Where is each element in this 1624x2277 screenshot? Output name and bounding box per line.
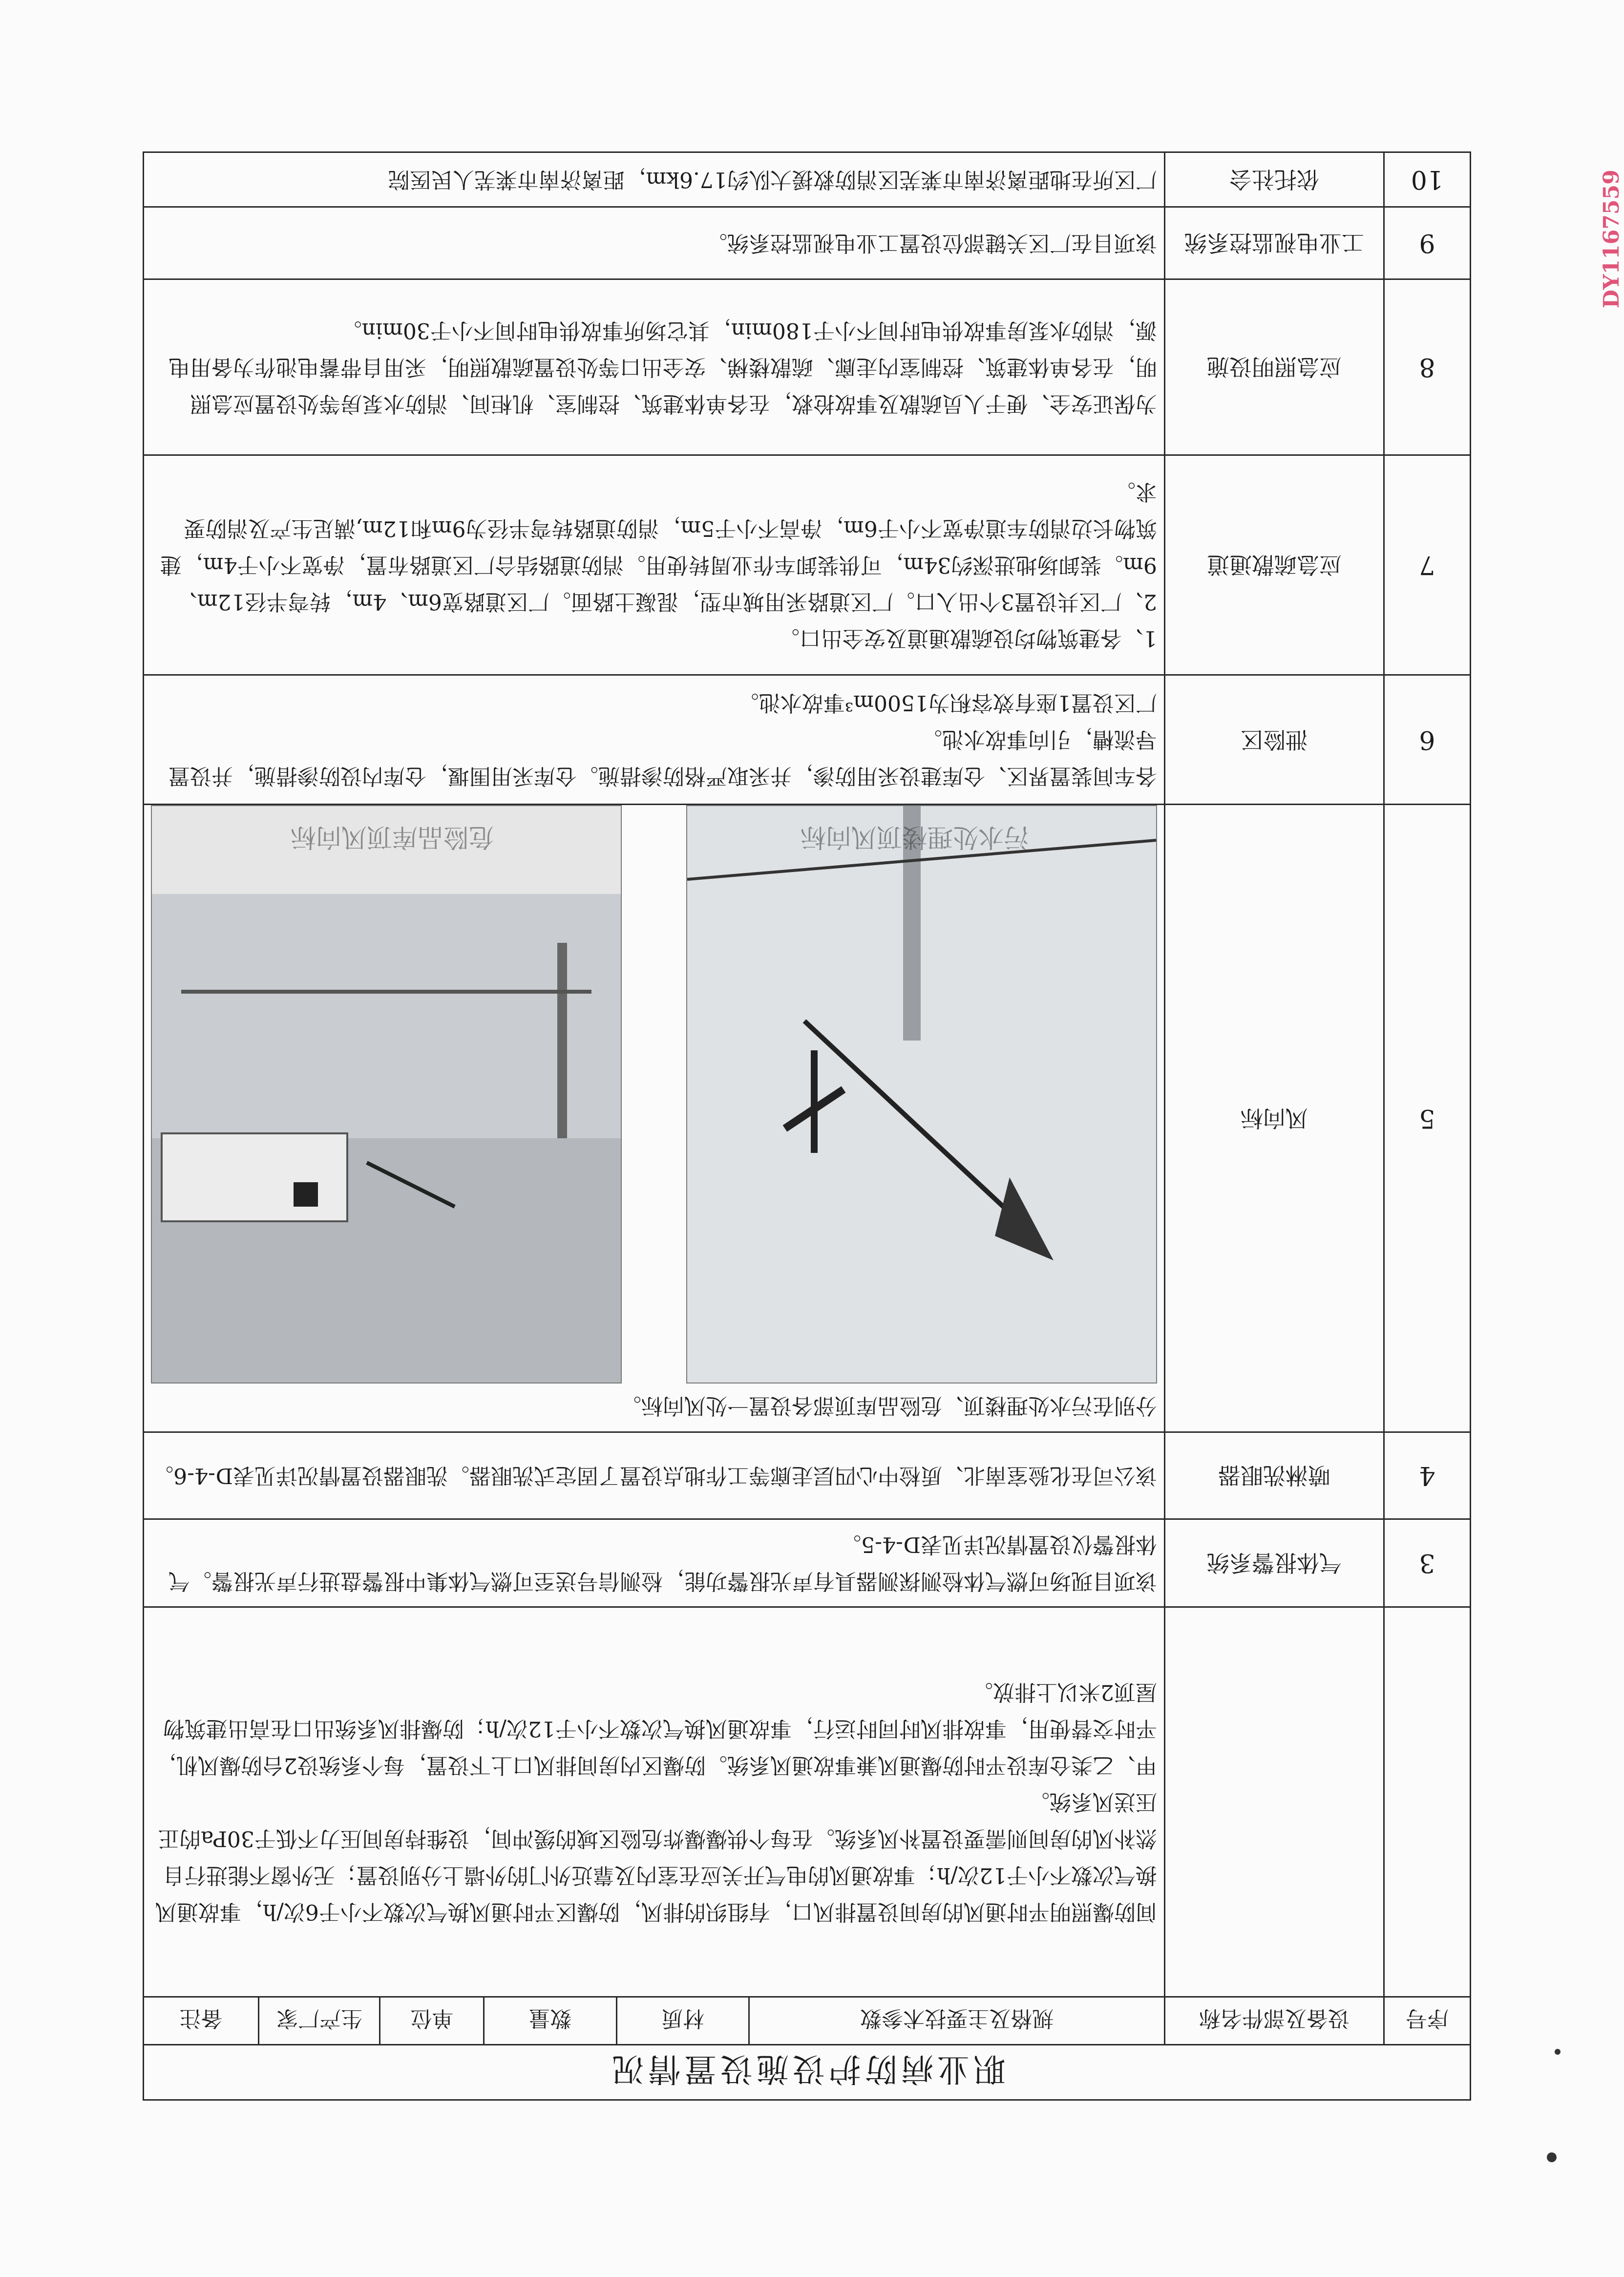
photo-wind-vane-sewage-roof <box>686 805 1157 1383</box>
row-spec <box>144 207 1165 279</box>
document-sheet <box>143 165 1471 2101</box>
table-row <box>144 455 1471 675</box>
row-number: 10 <box>1384 152 1470 207</box>
spec-paragraph: 该项目现场可燃气体检测探测器具有声光报警功能，检测信号送至可燃气体集中报警盘进行声光报警。气体报警仪设置情况详见表D-4-5。 <box>168 1532 1157 1594</box>
row-name: 工业电视监控系统 <box>1164 207 1384 279</box>
stamp-number: DY1167559 <box>1599 170 1624 308</box>
row-name: 喷淋洗眼器 <box>1164 1432 1384 1519</box>
scan-speck <box>1555 2049 1561 2055</box>
spec-paragraph: 该公司在化验室南北、质检中心四层走廊等工作地点设置了固定式洗眼器。洗眼器设置情况详见表D-4-6。 <box>152 1463 1157 1488</box>
row-name: 应急疏散通道 <box>1164 455 1384 675</box>
table-row <box>144 207 1471 279</box>
table-row <box>144 1432 1471 1519</box>
facilities-table <box>143 151 1471 2101</box>
row-spec <box>144 805 1165 1432</box>
col-header-material: 材质 <box>616 1997 749 2045</box>
spec-paragraph: 2、厂区共设置3个出入口。厂区道路采用城市型，混凝土路面。厂区道路宽6m、4m，转弯半径12m、9m。装卸场地进深约34m，可供装卸车作业周转使用。消防道路结合厂区道路布置，净宽不小于4m，建筑物长边消防车道净宽不小于6m，净高不小于5m，消防道路转弯半径为9m和12m,满足生产及消防要求。 <box>160 479 1157 614</box>
row-spec <box>144 152 1165 207</box>
photo-pair <box>151 805 1157 1388</box>
row-name: 泄险区 <box>1164 675 1384 805</box>
row-number: 9 <box>1384 207 1470 279</box>
row-name: 应急照明设施 <box>1164 279 1384 455</box>
row-number <box>1384 1607 1470 1997</box>
photo-label: 危险品库顶风向标 <box>290 822 494 851</box>
scan-speck <box>1547 2152 1557 2162</box>
row-number: 8 <box>1384 279 1470 455</box>
row-number: 7 <box>1384 455 1470 675</box>
table-row <box>144 279 1471 455</box>
photo-label: 污水处理楼顶风向标 <box>800 822 1029 851</box>
row-number: 3 <box>1384 1519 1470 1607</box>
row-name <box>1164 1607 1384 1997</box>
col-header-name: 设备及部件名称 <box>1164 1997 1384 2045</box>
table-row <box>144 1519 1471 1607</box>
spec-paragraph: 各车间装置界区、仓库建设采用防渗，并采取严格防渗措施。仓库采用围堰，仓库内设防渗措施，并设置导流槽，引向事故水池。 <box>168 727 1157 789</box>
table-row <box>144 152 1471 207</box>
table-row <box>144 1607 1471 1997</box>
row-spec <box>144 1432 1165 1519</box>
row-spec <box>144 1519 1165 1607</box>
warehouse-roof-photo-graphic <box>152 806 621 1383</box>
header-row <box>144 1997 1471 2045</box>
row-spec <box>144 455 1165 675</box>
col-header-unit: 单位 <box>380 1997 484 2045</box>
table-row <box>144 675 1471 805</box>
row-number: 6 <box>1384 675 1470 805</box>
spec-paragraph: 厂区所在地距离济南市莱芜区消防救援大队约17.6km，距离济南市莱芜人民医院 <box>388 167 1157 192</box>
row-number: 4 <box>1384 1432 1470 1519</box>
photo-wind-vane-warehouse-roof <box>151 805 622 1383</box>
row-name: 气体报警系统 <box>1164 1519 1384 1607</box>
photo-caption: 分别在污水处理楼顶、危险品库顶部各设置一处风向标。 <box>619 1393 1157 1418</box>
row-spec <box>144 675 1165 805</box>
col-header-quantity: 数量 <box>484 1997 617 2045</box>
col-header-remark: 备注 <box>144 1997 259 2045</box>
row-number: 5 <box>1384 805 1470 1432</box>
col-header-spec: 规格及主要技术参数 <box>749 1997 1165 2045</box>
row-spec <box>144 279 1165 455</box>
table-title: 职业病防护设施设置情况 <box>144 2045 1471 2100</box>
spec-paragraph: 甲、乙类仓库设平时防爆通风兼事故通风系统。防爆区内房间排风口上下设置，每个系统设2台防爆风机，平时交替使用，事故排风时同时运行，事故通风换气次数不小于12次/h；防爆排风系统出口在高出建筑物屋顶2米以上排放。 <box>154 1680 1157 1778</box>
row-name: 依托社会 <box>1164 152 1384 207</box>
row-spec <box>144 1607 1165 1997</box>
table-row <box>144 805 1471 1432</box>
row-name: 风向标 <box>1164 805 1384 1432</box>
col-header-manufacturer: 生产厂家 <box>259 1997 380 2045</box>
spec-paragraph: 该项目在厂区关键部位设置工业电视监控系统。 <box>705 231 1157 255</box>
spec-paragraph: 厂区设置1座有效容积为1500m³事故水池。 <box>737 690 1157 716</box>
wind-vane-photo-graphic <box>687 806 1156 1383</box>
spec-paragraph: 间防爆照明平时通风的房间设置排风口，有组织的排风，防爆区平时通风换气次数不小于6次/h，事故通风换气次数不小于12次/h；事故通风的电气开关应在室内及靠近外门的外墙上分别设置；无外窗不能进行自然补风的房间则需要设置补风系统。在每个供爆爆炸危险区域的缓冲间，设维持房间压力不低于30Pa的正压送风系统。 <box>155 1789 1157 1924</box>
spec-paragraph: 为保证安全、便于人员疏散及事故抢救，在各单体建筑、控制室、机柜间、消防水泵房等处设置应急照明，在各单体建筑、控制室内走廊、疏散楼梯、安全出口等处设置疏散照明，采用自带蓄电池作为备用电源，消防水泵房事故供电时间不小于180min，其它场所事故供电时间不小于30min。 <box>168 318 1157 416</box>
spec-paragraph: 1、各建筑物均设疏散通道及安全出口。 <box>778 626 1157 651</box>
col-header-no: 序号 <box>1384 1997 1470 2045</box>
